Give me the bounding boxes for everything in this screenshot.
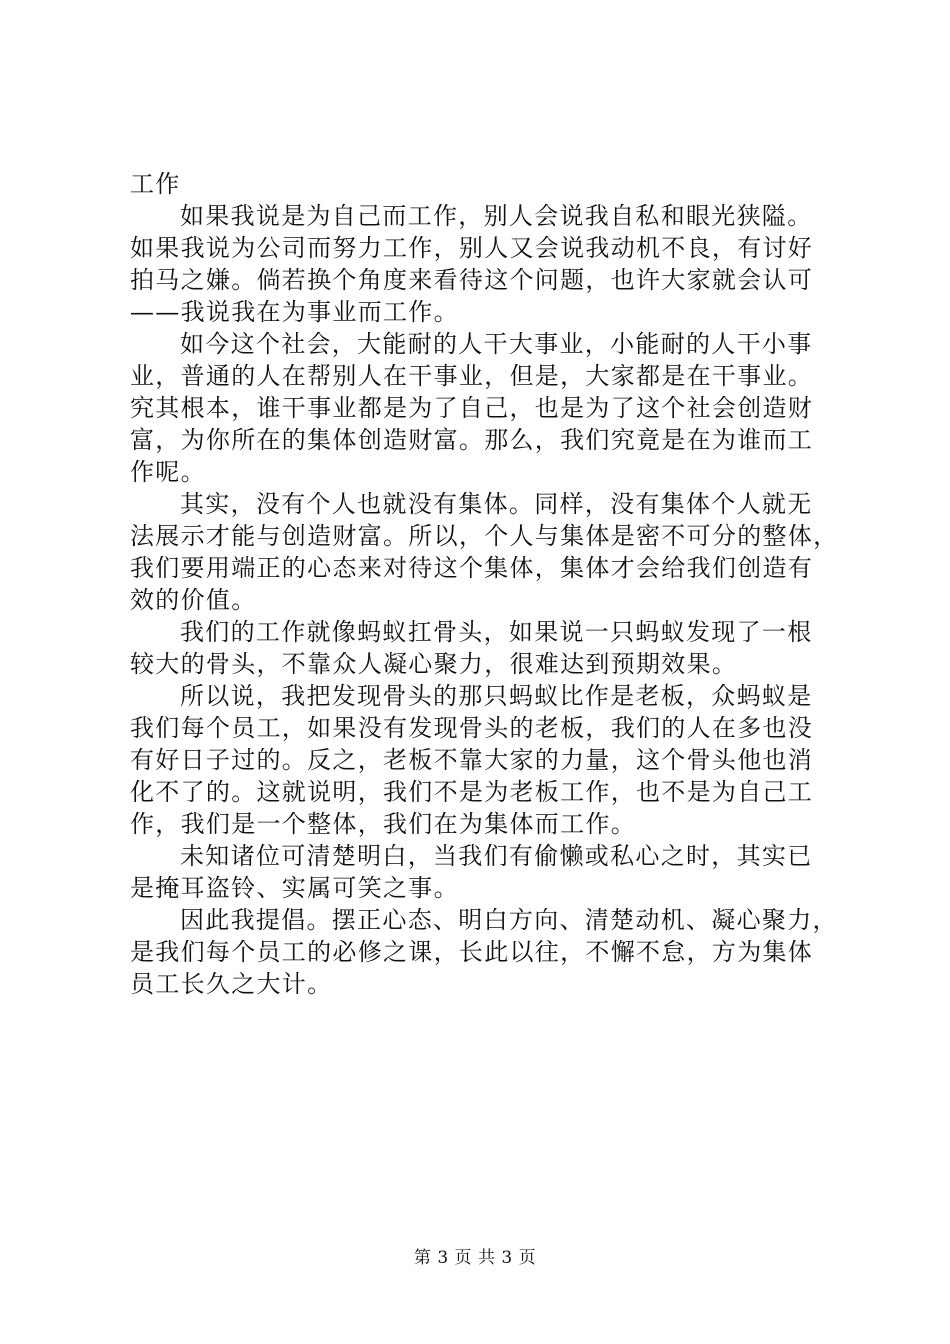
text-line: 工作 <box>130 170 181 198</box>
text-line: 富，为你所在的集体创造财富。那么，我们究竟是在为谁而工 <box>130 426 814 454</box>
text-line: 是掩耳盗铃、实属可笑之事。 <box>130 874 459 902</box>
text-line: 法展示才能与创造财富。所以，个人与集体是密不可分的整体， <box>130 522 839 550</box>
text-line: 如今这个社会，大能耐的人干大事业，小能耐的人干小事 <box>180 330 813 358</box>
text-line: 是我们每个员工的必修之课，长此以往，不懈不怠，方为集体 <box>130 938 814 966</box>
text-line: 作，我们是一个整体，我们在为集体而工作。 <box>130 810 636 838</box>
text-line: 我们每个员工，如果没有发现骨头的老板，我们的人在多也没 <box>130 714 814 742</box>
text-line: 究其根本，谁干事业都是为了自己，也是为了这个社会创造财 <box>130 394 814 422</box>
text-line: 效的价值。 <box>130 586 257 614</box>
text-line: 我们要用端正的心态来对待这个集体，集体才会给我们创造有 <box>130 554 814 582</box>
text-line: ——我说我在为事业而工作。 <box>130 298 459 326</box>
text-line: 化不了的。这就说明，我们不是为老板工作，也不是为自己工 <box>130 778 814 806</box>
text-line: 有好日子过的。反之，老板不靠大家的力量，这个骨头他也消 <box>130 746 814 774</box>
text-line: 较大的骨头，不靠众人凝心聚力，很难达到预期效果。 <box>130 650 738 678</box>
text-line: 未知诸位可清楚明白，当我们有偷懒或私心之时，其实已 <box>180 842 813 870</box>
text-line: 因此我提倡。摆正心态、明白方向、清楚动机、凝心聚力， <box>180 906 838 934</box>
text-line: 所以说，我把发现骨头的那只蚂蚁比作是老板，众蚂蚁是 <box>180 682 813 710</box>
text-line: 作呢。 <box>130 458 206 486</box>
text-line: 拍马之嫌。倘若换个角度来看待这个问题，也许大家就会认可 <box>130 266 814 294</box>
page-number-footer: 第 3 页 共 3 页 <box>413 1248 537 1268</box>
text-line: 业，普通的人在帮别人在干事业，但是，大家都是在干事业。 <box>130 362 814 390</box>
document-body <box>130 168 839 1000</box>
text-line: 如果我说是为自己而工作，别人会说我自私和眼光狭隘。 <box>180 202 813 230</box>
text-line: 我们的工作就像蚂蚁扛骨头，如果说一只蚂蚁发现了一根 <box>180 618 813 646</box>
text-line: 如果我说为公司而努力工作，别人又会说我动机不良，有讨好 <box>130 234 814 262</box>
text-line: 员工长久之大计。 <box>130 970 333 998</box>
text-line: 其实，没有个人也就没有集体。同样，没有集体个人就无 <box>180 490 813 518</box>
